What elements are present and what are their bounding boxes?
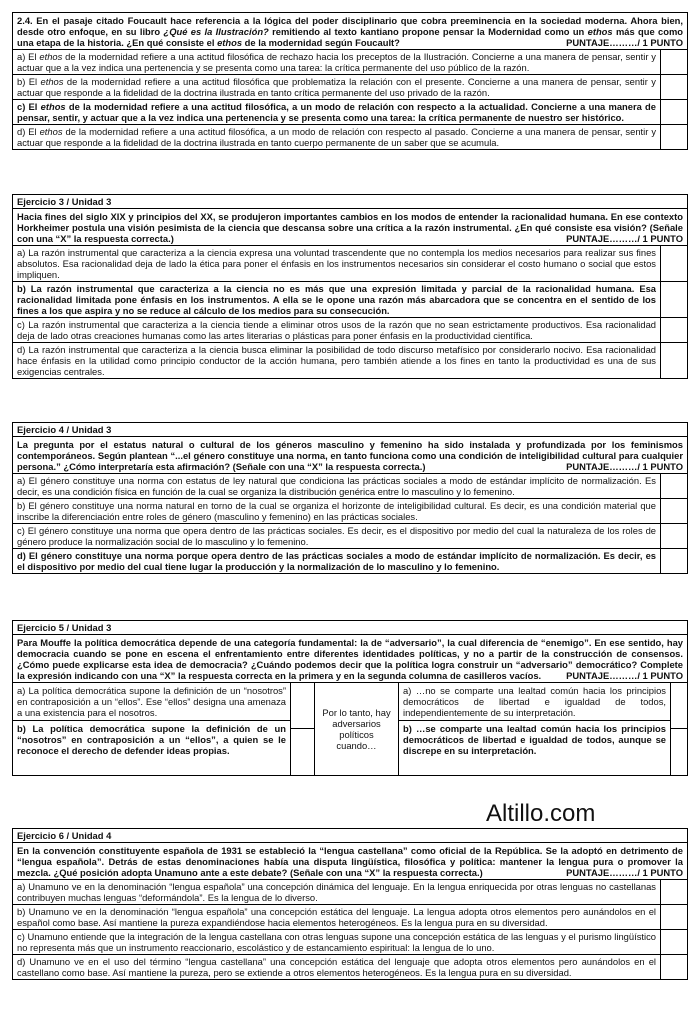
right-option-a: a) …no se comparte una lealtad común hacia los principios democráticos de libertad e igualdad de todos, independientemente de su interpretación.: [399, 683, 670, 721]
left-option-b: b) La política democrática supone la definición de un “nosotros” en contraposición a un “ellos”, a quien se le reconoce el derecho de defender ideas propias.: [17, 723, 286, 756]
right-option-b: b) …se comparte una lealtad común hacia los principios democráticos de libertad e igualdad de todos, aunque se discrepe en su interpretación.: [403, 723, 666, 756]
answer-box[interactable]: [661, 246, 687, 281]
exercise-3-block: [12, 194, 688, 379]
points-label: PUNTAJE………/ 1 PUNTO: [566, 867, 683, 878]
exercise-5-question: Para Mouffe la política democrática depende de una categoría fundamental: la de “adversario”, la cual diferencia de “enemigo”. En ese sentido, hay democracia cuando se pone en escena el enfrentamiento entre diferentes identidades políticas, y no a partir de la construcción de consensos. ¿Cómo puede explicarse esta idea de democracia? ¿Cuándo podemos decir que la política logra construir un “adversario” democrático? Complete la expresión indicando con una “X” la respuesta correcta en la primera y en la segunda columna de casilleros vacíos. PUNTAJE………/ 1 PUNTO: [17, 637, 683, 681]
option-c: c) La razón instrumental que caracteriza a la ciencia tiende a eliminar otros usos de la razón que no sean estrictamente productivos. Esa racionalidad deja de lado otras creaciones humanas como las artes literarias o plásticas para poner énfasis en la productividad científica.: [13, 318, 687, 343]
site-watermark: Altillo.com: [486, 800, 596, 827]
answer-box[interactable]: [661, 343, 687, 378]
answer-box[interactable]: [291, 729, 314, 775]
answer-box[interactable]: [671, 729, 687, 775]
option-d: d) El ethos de la modernidad refiere a una actitud filosófica, a un modo de relación con respecto al pasado. Concierne a una manera de pensar, sentir y actuar que responde a la fidelidad de la doctrina ilustrada en tanto cuerpo permanente de un saber que se acumula.: [13, 125, 687, 149]
exercise-5-title: Ejercicio 5 / Unidad 3: [13, 621, 687, 635]
option-b: b) El género constituye una norma natural en torno de la cual se organiza el horizonte de inteligibilidad cultural. Es decir, es una condición material que inscribe la diferenciación entre roles de género (masculino y femenino) en las prácticas sociales.: [13, 499, 687, 524]
option-d: d) La razón instrumental que caracteriza a la ciencia busca eliminar la posibilidad de todo discurso metafísico por considerarlo nocivo. Esa racionalidad hace énfasis en la utilidad como principio conductor de la acción humana, pero también atiende a los fines en tanto la productividad es una de sus exigencias centrales.: [13, 343, 687, 378]
exercise-6-block: [12, 828, 688, 980]
points-label: PUNTAJE………/ 1 PUNTO: [566, 461, 683, 472]
option-b: b) La razón instrumental que caracteriza a la ciencia no es más que una expresión limitada y parcial de la racionalidad humana. Esa racionalidad limitada pone énfasis en los instrumentos. A ella se le opone una razón más abarcadora que se concentra en el sentido de los fines a los que aspira y no se reduce al cálculo de los medios para su consecución.: [13, 282, 687, 318]
option-d: d) El género constituye una norma porque opera dentro de las prácticas sociales a modo de estándar implícito de normalización. Es decir, es el dispositivo por medio del cual tiene lugar la producción y la normalización de lo masculino y lo femenino.: [13, 549, 687, 573]
option-b: b) Unamuno ve en la denominación “lengua española” una concepción estática del lenguaje. La lengua adopta otros elementos pero aunándolos en el español como base. Así mantiene la pureza expandiéndose hacia elementos heterogéneos. Es la lengua pura en su diversidad.: [13, 905, 687, 930]
question-2-4-block: [12, 12, 688, 150]
option-c: c) Unamuno entiende que la integración de la lengua castellana con otras lenguas supone una concepción estática de las lenguas y el purismo lingüístico no representa más que un instrumento reaccionario, escolástico y de estancamiento espiritual: la lengua de lo uno.: [13, 930, 687, 955]
answer-box[interactable]: [661, 880, 687, 904]
answer-box[interactable]: [661, 905, 687, 929]
option-a: a) La razón instrumental que caracteriza a la ciencia expresa una voluntad trascendente que no contempla los medios necesarios para realizar sus fines absolutos. Esa racionalidad deja de lado la ética para poner el énfasis en los instrumentos necesarios sin considerar el costo humano o social que estos impliquen.: [13, 246, 687, 282]
answer-box[interactable]: [661, 282, 687, 317]
exercise-3-question: Hacia fines del siglo XIX y principios del XX, se produjeron importantes cambios en los modos de entender la racionalidad humana. En ese contexto Horkheimer postula una visión pesimista de la ciencia que descansa sobre una crítica a la razón instrumental. ¿En qué consiste esa visión? (Señale con una “X” la respuesta correcta.) PUNTAJE………/ 1 PUNTO: [13, 209, 687, 246]
answer-box[interactable]: [661, 499, 687, 523]
answer-box[interactable]: [661, 75, 687, 99]
answer-box[interactable]: [661, 549, 687, 573]
exercise-6-title: Ejercicio 6 / Unidad 4: [13, 829, 687, 843]
answer-box[interactable]: [661, 100, 687, 124]
left-option-a: a) La política democrática supone la definición de un “nosotros” en contraposición a un “ellos”. Ese “ellos” designa una amenaza a una existencia para el nosotros.: [13, 683, 290, 721]
exercise-4-block: [12, 422, 688, 574]
exercise-4-title: Ejercicio 4 / Unidad 3: [13, 423, 687, 437]
answer-box[interactable]: [661, 125, 687, 149]
points-label: PUNTAJE………/ 1 PUNTO: [566, 233, 683, 244]
exercise-5-table: [13, 682, 687, 775]
answer-box[interactable]: [291, 683, 314, 729]
option-c: c) El género constituye una norma que opera dentro de las prácticas sociales. Es decir, es el dispositivo por medio del cual la naturaleza de los roles de género produce la normalización social de lo masculino y lo femenino.: [13, 524, 687, 549]
middle-connector: Por lo tanto, hay adversarios políticos cuando…: [315, 683, 399, 775]
answer-box[interactable]: [661, 474, 687, 498]
answer-box[interactable]: [661, 318, 687, 342]
points-label: PUNTAJE………/ 1 PUNTO: [566, 670, 683, 681]
answer-box[interactable]: [661, 955, 687, 979]
option-a: a) Unamuno ve en la denominación “lengua española” una concepción dinámica del lenguaje. En la lengua enriquecida por otras lenguas no castellanas contribuyen muchas lenguas “deformándola”. Es la lengua de lo diverso.: [13, 880, 687, 905]
option-c: c) El ethos de la modernidad refiere a una actitud filosófica, a un modo de relación con respecto a la actualidad. Concierne a una manera de pensar, sentir, y actuar que a la vez indica una pertenencia y se presenta como una tarea: la crítica permanente de nuestro ser histórico.: [13, 100, 687, 125]
option-b: b) El ethos de la modernidad refiere a una actitud filosófica que problematiza la relación con el presente. Concierne a una manera de pensar, sentir y actuar que responde a la fidelidad de la doctrina ilustrada en tanto crítica permanente del uso privado de la razón.: [13, 75, 687, 100]
exercise-4-question: La pregunta por el estatus natural o cultural de los géneros masculino y femenino ha sido instalada y profundizada por los feminismos contemporáneos. Según plantean “...el género constituye una norma, en tanto funciona como una condición de inteligibilidad cultural para cualquier persona.” ¿Cómo interpretaría esta afirmación? (Señale con una “X” la respuesta correcta.) PUNTAJE………/ 1 PUNTO: [13, 437, 687, 474]
option-a: a) El ethos de la modernidad refiere a una actitud filosófica de rechazo hacia los preceptos de la Ilustración. Concierne a una manera de pensar, sentir y actuar que a la vez indica una pertenencia y se presenta como una tarea: la crítica permanente del uso público de la razón.: [13, 50, 687, 75]
points-label: PUNTAJE………/ 1 PUNTO: [566, 37, 683, 48]
exercise-3-title: Ejercicio 3 / Unidad 3: [13, 195, 687, 209]
answer-box[interactable]: [661, 930, 687, 954]
option-a: a) El género constituye una norma con estatus de ley natural que condiciona las prácticas sociales a modo de estándar implícito de normalización. Es decir, es una condición física en función de la cual se organiza la distribución genérica entre lo masculino y lo femenino.: [13, 474, 687, 499]
option-d: d) Unamuno ve en el uso del término “lengua castellana” una concepción estática del lenguaje que adopta otros elementos pero aunándolos en el castellano como base. Así mantiene la pureza, pero se extiende a otros elementos heterogéneos. Es la lengua pura en su diversidad.: [13, 955, 687, 979]
answer-box[interactable]: [661, 524, 687, 548]
answer-box[interactable]: [671, 683, 687, 729]
question-2-4-text: 2.4. En el pasaje citado Foucault hace referencia a la lógica del poder disciplinario que cobra preeminencia en la sociedad moderna. Ahora bien, desde otro enfoque, en su libro ¿Qué es la Ilustración? remitiendo al texto kantiano propone pensar la Modernidad como un ethos más que como una etapa de la historia. ¿En qué consiste el ethos de la modernidad según Foucault? PUNTAJE………/ 1 PUNTO: [13, 13, 687, 50]
exercise-6-question: En la convención constituyente española de 1931 se estableció la “lengua castellana” como oficial de la República. Se la adoptó en detrimento de “lengua española”. Detrás de estas denominaciones había una disputa lingüística, filosófica y política: mantener la lengua pura o promover la mezcla. ¿Qué posición adopta Unamuno ante a este debate? (Señale con una “X” la respuesta correcta.) PUNTAJE………/ 1 PUNTO: [13, 843, 687, 880]
answer-box[interactable]: [661, 50, 687, 74]
exercise-5-block: [12, 620, 688, 776]
